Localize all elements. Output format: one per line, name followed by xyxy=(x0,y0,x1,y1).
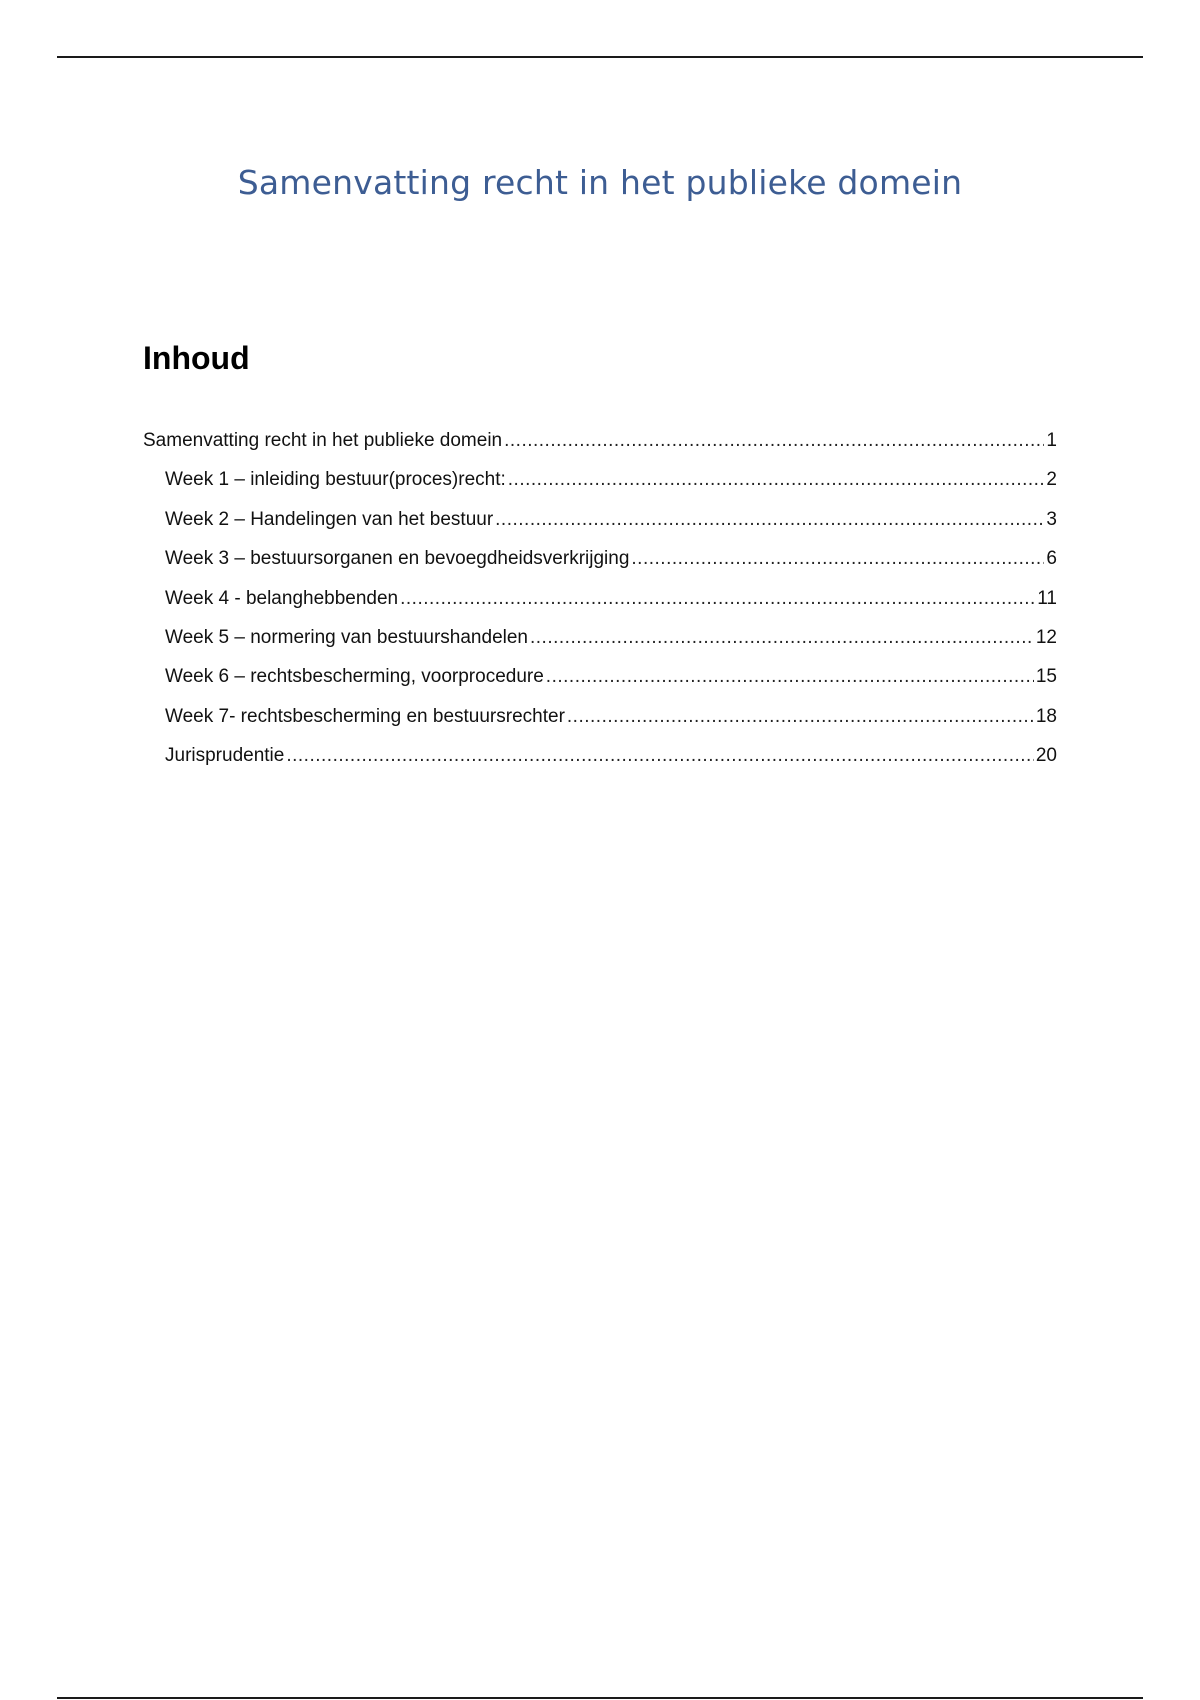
toc-dot-leader xyxy=(508,469,1045,491)
toc-entry-label: Week 3 – bestuursorganen en bevoegdheidsverkrijging xyxy=(165,548,630,570)
toc-entry-label: Week 1 – inleiding bestuur(proces)recht: xyxy=(165,469,506,491)
toc-page-number: 2 xyxy=(1046,469,1057,491)
toc-entry-label: Week 2 – Handelingen van het bestuur xyxy=(165,508,494,530)
toc-entry-week-6[interactable] xyxy=(143,666,1057,705)
toc-entry-samenvatting[interactable] xyxy=(143,430,1057,469)
toc-entry-week-7[interactable] xyxy=(143,706,1057,745)
toc-entry-label: Week 7- rechtsbescherming en bestuursrechter xyxy=(165,705,565,727)
toc-page-number: 3 xyxy=(1046,508,1057,530)
toc-dot-leader xyxy=(286,745,1034,767)
toc-page-number: 6 xyxy=(1046,548,1057,570)
toc-entry-label: Week 4 - belanghebbenden xyxy=(165,587,399,609)
toc-entry-week-2[interactable] xyxy=(143,509,1057,548)
toc-page-number: 12 xyxy=(1035,626,1057,648)
toc-dot-leader xyxy=(546,666,1034,688)
toc-heading: Inhoud xyxy=(143,340,250,376)
toc-page-number: 18 xyxy=(1035,705,1057,727)
document-title: Samenvatting recht in het publieke domein xyxy=(237,163,963,202)
toc-page-number: 1 xyxy=(1046,430,1057,451)
toc-dot-leader xyxy=(530,627,1034,649)
toc-dot-leader xyxy=(504,430,1044,452)
table-of-contents xyxy=(143,430,1057,785)
header-rule xyxy=(57,56,1143,58)
toc-page-number: 15 xyxy=(1035,666,1057,688)
toc-dot-leader xyxy=(631,548,1044,570)
toc-entry-jurisprudentie[interactable] xyxy=(143,745,1057,784)
toc-entry-label: Samenvatting recht in het publieke domein xyxy=(143,430,503,451)
toc-dot-leader xyxy=(400,588,1035,610)
toc-dot-leader xyxy=(495,509,1044,531)
footer-rule xyxy=(57,1697,1143,1699)
toc-entry-week-3[interactable] xyxy=(143,548,1057,587)
toc-dot-leader xyxy=(567,706,1034,728)
toc-entry-week-1[interactable] xyxy=(143,469,1057,508)
toc-entry-label: Jurisprudentie xyxy=(165,745,285,767)
toc-entry-week-4[interactable] xyxy=(143,588,1057,627)
toc-entry-label: Week 6 – rechtsbescherming, voorprocedure xyxy=(165,666,544,688)
toc-entry-week-5[interactable] xyxy=(143,627,1057,666)
toc-entry-label: Week 5 – normering van bestuurshandelen xyxy=(165,626,528,648)
toc-page-number: 11 xyxy=(1037,587,1057,609)
toc-page-number: 20 xyxy=(1035,745,1057,767)
